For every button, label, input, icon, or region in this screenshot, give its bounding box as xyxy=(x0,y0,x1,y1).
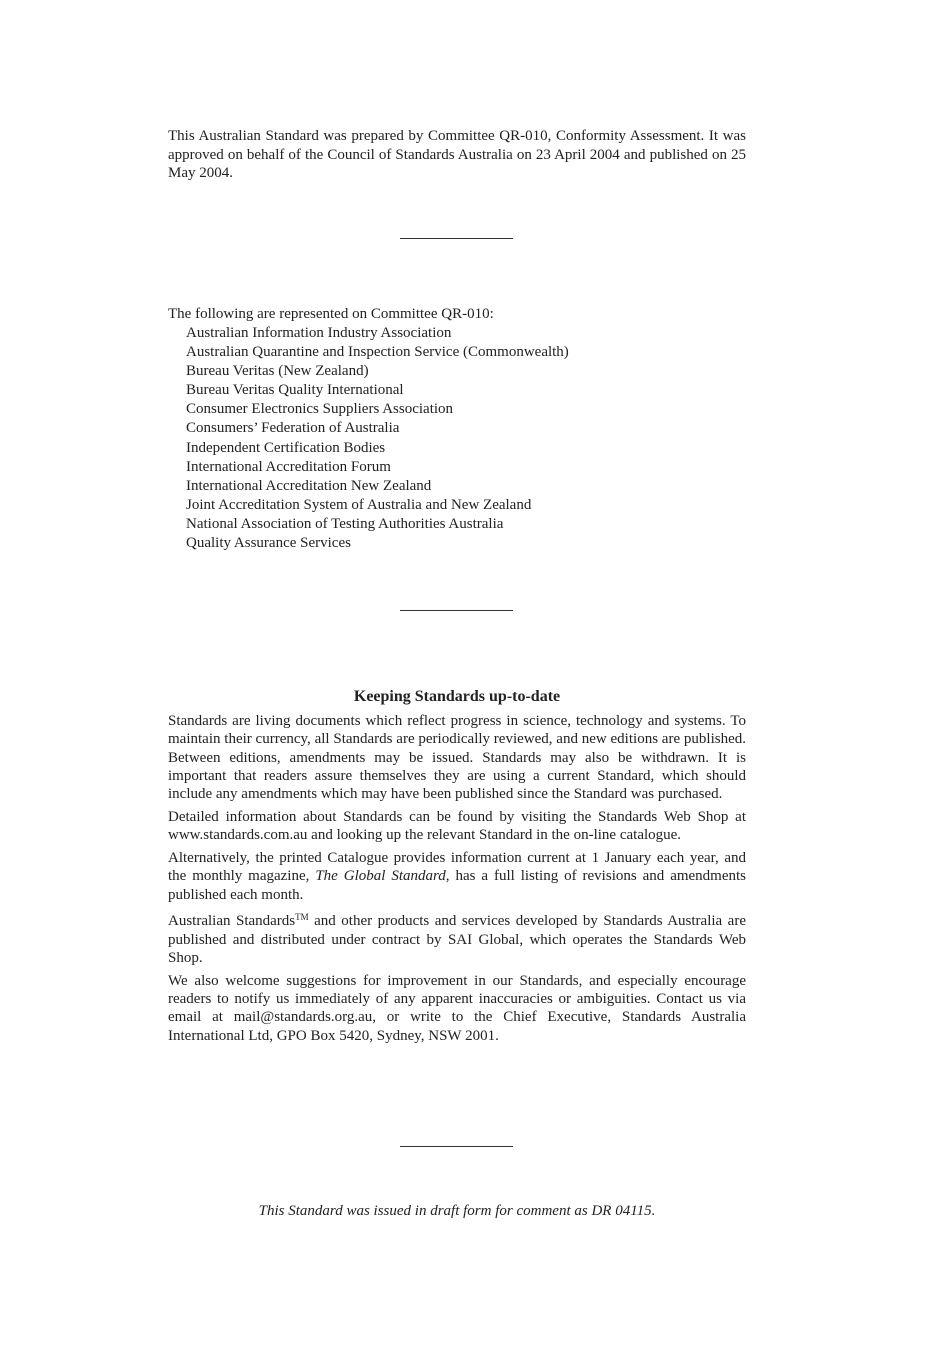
keeping-up-to-date-body xyxy=(168,712,746,1050)
trademark-mark: TM xyxy=(295,912,309,923)
committee-member: Consumers’ Federation of Australia xyxy=(186,420,400,437)
committee-member: Australian Quarantine and Inspection Service (Commonwealth) xyxy=(186,344,569,361)
paragraph: Detailed information about Standards can be found by visiting the Standards Web Shop at www.standards.com.au and looking up the relevant Standard in the on-line catalogue. xyxy=(168,808,746,844)
committee-member: Joint Accreditation System of Australia and New Zealand xyxy=(186,496,532,513)
committee-section xyxy=(168,305,746,553)
committee-member: Consumer Electronics Suppliers Association xyxy=(186,401,454,418)
committee-member: Bureau Veritas Quality International xyxy=(186,382,404,399)
paragraph-text: Australian Standards xyxy=(168,913,296,930)
paragraph-text: and other products and services developed by Standards Australia are published and distributed under contract by SAI Global, which operates the Standards Web Shop. xyxy=(168,913,746,967)
preparation-notice: This Australian Standard was prepared by Committee QR-010, Conformity Assessment. It was approved on behalf of the Council of Standards Australia on 23 April 2004 and published on 25 May 2004. xyxy=(168,128,746,181)
paragraph xyxy=(168,849,746,904)
committee-member: Quality Assurance Services xyxy=(186,535,351,552)
section-divider xyxy=(400,1146,513,1147)
committee-member: International Accreditation Forum xyxy=(186,458,391,475)
paragraph-text: Alternatively, the printed Catalogue provides information current at 1 January each year, and the monthly magazine, xyxy=(168,850,746,885)
committee-member: Bureau Veritas (New Zealand) xyxy=(186,363,369,380)
committee-member: International Accreditation New Zealand xyxy=(186,477,432,494)
publication-title: The Global Standard xyxy=(315,868,446,885)
section-divider xyxy=(400,610,513,611)
committee-member-list xyxy=(168,324,746,553)
section-heading: Keeping Standards up-to-date xyxy=(353,688,561,705)
committee-member: National Association of Testing Authorities Australia xyxy=(186,515,504,532)
committee-member: Australian Information Industry Association xyxy=(186,325,452,341)
paragraph-text: , has a full listing of revisions and amendments published each month. xyxy=(168,868,747,903)
paragraph: We also welcome suggestions for improvement in our Standards, and especially encourage readers to notify us immediately of any apparent inaccuracies or ambiguities. Contact us via email at mail@standards.org.au, or write to the Chief Executive, Standards Australia International Ltd, GPO Box 5420, Sydney, NSW 2001. xyxy=(168,972,746,1044)
paragraph: Standards are living documents which reflect progress in science, technology and systems. To maintain their currency, all Standards are periodically reviewed, and new editions are published. Between editions, amendments may be issued. Standards may also be withdrawn. It is important that readers assure themselves they are using a current Standard, which should include any amendments which may have been published since the Standard was purchased. xyxy=(168,713,746,803)
committee-intro: The following are represented on Committee QR-010: xyxy=(168,306,494,322)
section-divider xyxy=(400,238,513,239)
committee-member: Independent Certification Bodies xyxy=(186,439,386,456)
paragraph xyxy=(168,908,746,967)
draft-note: This Standard was issued in draft form for comment as DR 04115. xyxy=(258,1203,656,1219)
